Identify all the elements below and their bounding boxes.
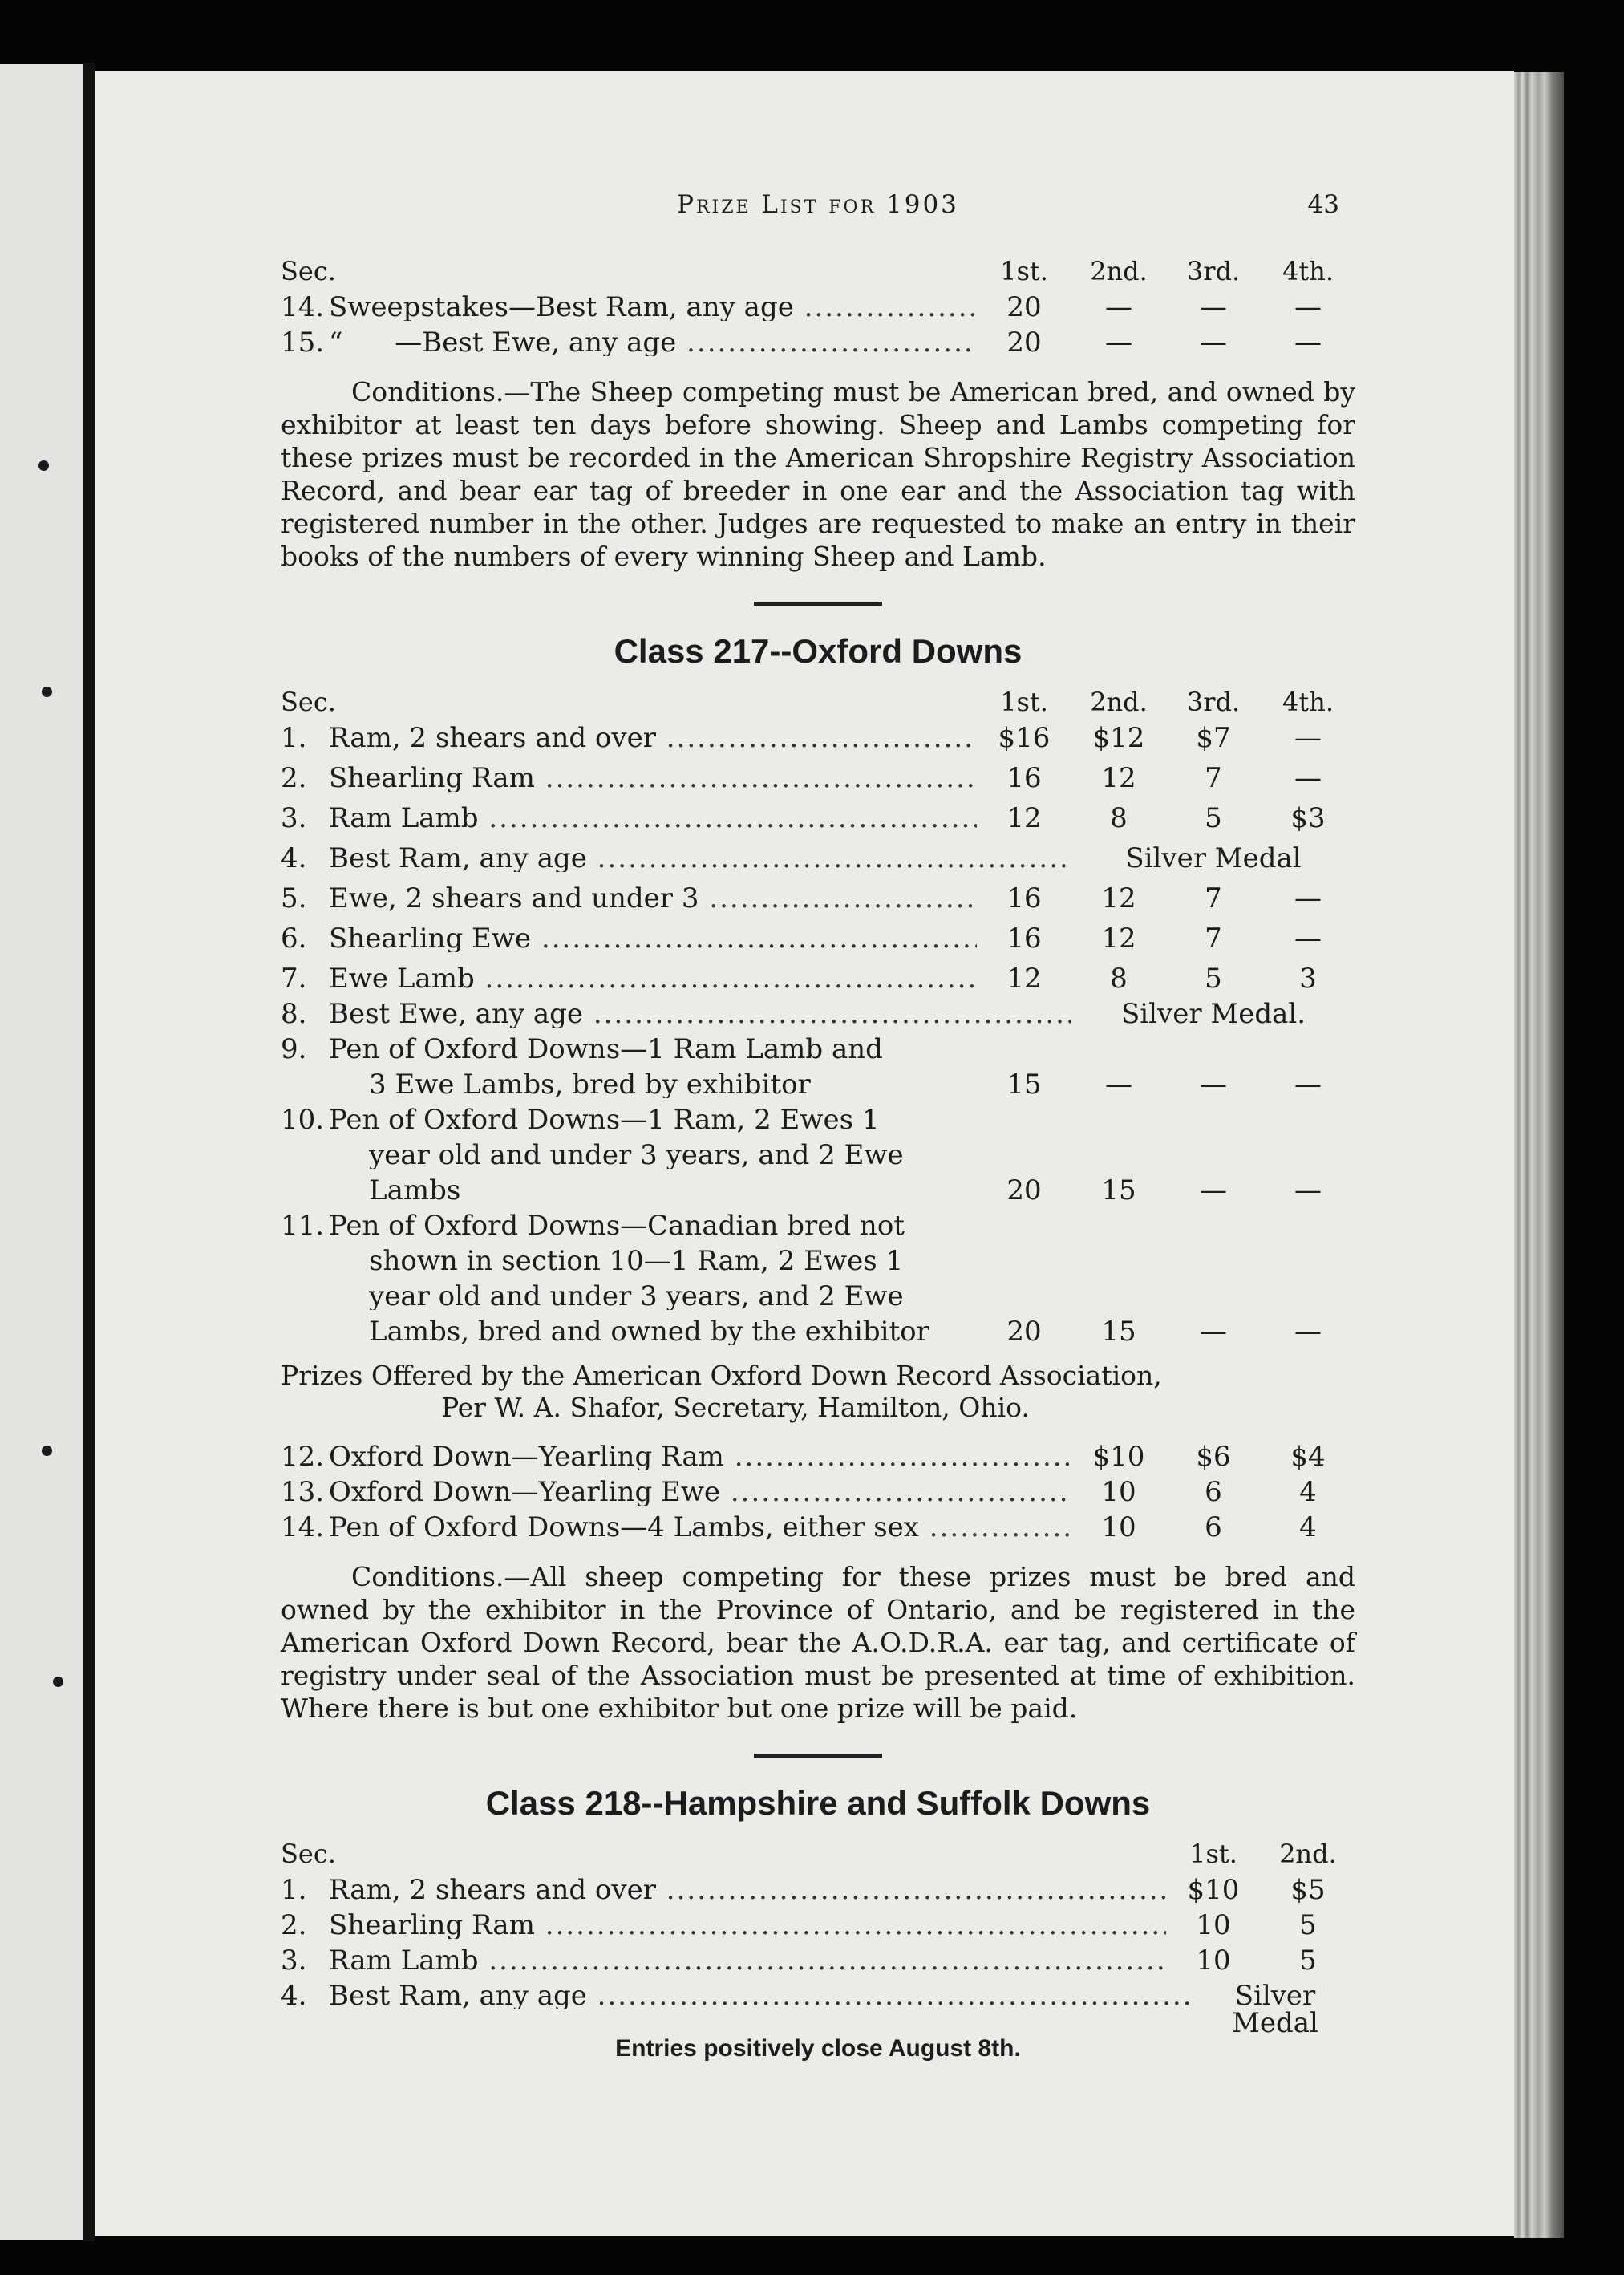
prize-2nd: 6 (1205, 1476, 1222, 1508)
table-row (281, 1980, 1355, 2039)
row-label: Oxford Down—Yearling Ewe ..... (329, 1478, 1071, 1506)
running-title: Prize List for 1903 (677, 190, 959, 219)
sec-header: Sec. (281, 689, 336, 715)
prize-4th: — (1294, 923, 1322, 955)
row-label: Pen of Oxford Downs—4 Lambs, either sex ..... (329, 1514, 1071, 1541)
prize-3rd: — (1200, 1174, 1227, 1206)
row-number: 14. (281, 291, 325, 323)
row-number: 15. (281, 326, 325, 359)
row-number: 12. (281, 1441, 325, 1473)
row-label: Pen of Oxford Downs—1 Ram, 2 Ewes 1 (329, 1106, 880, 1133)
prize-4th: — (1294, 722, 1322, 754)
table-row (281, 1909, 1355, 1947)
row-number: 11. (281, 1210, 325, 1242)
col-4th: 4th. (1282, 256, 1334, 286)
prize-3rd: 5 (1205, 963, 1222, 995)
row-label: Pen of Oxford Downs—Canadian bred not (329, 1212, 905, 1239)
row-number: 8. (281, 998, 307, 1030)
row-number: 10. (281, 1104, 325, 1136)
conditions-paragraph: Conditions.—All sheep competing for these prizes must be bred and owned by the exhibitor in the Province of Ontario, and be registered in the American Oxford Down Record, bear the A.O.D.R.A. ear tag, and certificate of registry under seal of the Association must be presented at time of exhibition. Where there is but one exhibitor but one prize will be paid. (281, 1561, 1355, 1724)
running-head (281, 185, 1355, 226)
row-number: 1. (281, 1874, 307, 1906)
prizes-note-line: Per W. A. Shafor, Secretary, Hamilton, Ohio. (441, 1392, 1030, 1423)
prize-1st: 10 (1196, 1909, 1231, 1941)
table-row (281, 965, 1355, 1000)
row-label: Lambs (369, 1177, 461, 1204)
table-row (281, 925, 1355, 965)
table-row-continued (281, 1071, 1355, 1106)
col-2nd: 2nd. (1279, 1839, 1337, 1869)
row-label: shown in section 10—1 Ram, 2 Ewes 1 (369, 1247, 904, 1275)
row-number: 1. (281, 722, 307, 754)
prize-1st: 20 (1006, 1174, 1042, 1206)
prizes-note-line: Prizes Offered by the American Oxford Down Record Association, (281, 1360, 1162, 1391)
row-label: Ram, 2 shears and over ..... (329, 724, 977, 752)
prize-2nd: $6 (1196, 1441, 1231, 1473)
prize-2nd: 12 (1101, 923, 1136, 955)
table-row (281, 1443, 1355, 1478)
row-label: Shearling Ewe ..... (329, 925, 977, 952)
prize-2nd: 5 (1299, 1944, 1317, 1977)
prize-3rd: 5 (1205, 802, 1222, 834)
binding-hole (53, 1677, 63, 1687)
row-label: Pen of Oxford Downs—1 Ram Lamb and (329, 1036, 883, 1063)
col-1st: 1st. (1189, 1839, 1237, 1869)
prize-3rd: — (1200, 291, 1227, 323)
prize-4th: — (1294, 326, 1322, 359)
row-number: 3. (281, 802, 307, 834)
row-label: Ram Lamb ..... (329, 1947, 1166, 1974)
prize-2nd: 12 (1101, 882, 1136, 914)
medal-award: Silver Medal (1125, 842, 1302, 874)
page-content (281, 185, 1355, 2061)
prize-1st: 16 (1006, 762, 1042, 794)
col-2nd: 2nd. (1090, 687, 1148, 717)
sec-header: Sec. (281, 1841, 336, 1867)
prize-2nd: 8 (1110, 963, 1128, 995)
row-number: 4. (281, 1980, 307, 2012)
col-4th: 4th. (1282, 687, 1334, 717)
table-header (281, 1841, 1355, 1876)
prize-2nd: 6 (1205, 1511, 1222, 1543)
table-row-continued (281, 1174, 1355, 1212)
row-number: 4. (281, 842, 307, 874)
medal-award: Silver Medal (1232, 1980, 1318, 2039)
row-number: 9. (281, 1033, 307, 1065)
sec-header: Sec. (281, 258, 336, 284)
row-label: Lambs, bred and owned by the exhibitor (369, 1318, 929, 1345)
table-row (281, 1212, 1355, 1247)
prize-4th: — (1294, 762, 1322, 794)
table-header (281, 689, 1355, 724)
entries-close-notice: Entries positively close August 8th. (615, 2035, 1021, 2062)
table-row-continued (281, 1247, 1355, 1283)
prize-1st: 15 (1006, 1069, 1042, 1101)
prize-4th: — (1294, 1316, 1322, 1348)
row-label: “ —Best Ewe, any age ..... (329, 329, 977, 356)
prize-1st: 12 (1006, 802, 1042, 834)
prize-2nd: 8 (1110, 802, 1128, 834)
col-1st: 1st. (1000, 256, 1048, 286)
prize-2nd: — (1105, 1069, 1132, 1101)
prize-4th: — (1294, 291, 1322, 323)
table-row (281, 291, 1355, 329)
prize-1st: 20 (1006, 1316, 1042, 1348)
prize-4th: — (1294, 1174, 1322, 1206)
row-label: Ram, 2 shears and over ..... (329, 1876, 1166, 1904)
binding-hole (42, 1446, 52, 1456)
prize-1st: 16 (1006, 882, 1042, 914)
prize-3rd: 7 (1205, 923, 1222, 955)
row-label: Ram Lamb ..... (329, 805, 977, 832)
section-divider (754, 1754, 882, 1758)
prize-3rd: $7 (1196, 722, 1231, 754)
table-row (281, 802, 1355, 845)
binding-hole (38, 460, 49, 471)
col-3rd: 3rd. (1186, 687, 1241, 717)
page-edges (1514, 72, 1564, 2238)
prize-3rd: 7 (1205, 762, 1222, 794)
prize-1st: $16 (998, 722, 1051, 754)
row-number: 13. (281, 1476, 325, 1508)
table-row (281, 326, 1355, 364)
prize-2nd: $12 (1092, 722, 1145, 754)
prize-3rd: 7 (1205, 882, 1222, 914)
prize-2nd: $5 (1290, 1874, 1326, 1906)
row-label: year old and under 3 years, and 2 Ewe (369, 1283, 904, 1310)
prize-3rd: 4 (1299, 1476, 1317, 1508)
prize-1st: 10 (1101, 1476, 1136, 1508)
row-label: Oxford Down—Yearling Ram ..... (329, 1443, 1071, 1470)
row-label: Shearling Ram ..... (329, 764, 977, 792)
row-label: Best Ram, any age ..... (329, 1982, 1195, 2009)
left-facing-page (0, 64, 83, 2240)
prize-1st: $10 (1092, 1441, 1145, 1473)
row-label: Ewe Lamb ..... (329, 965, 977, 992)
row-number: 14. (281, 1511, 325, 1543)
prize-4th: $3 (1290, 802, 1326, 834)
prize-3rd: $4 (1290, 1441, 1326, 1473)
prize-4th: — (1294, 882, 1322, 914)
table-row (281, 1944, 1355, 1982)
table-header (281, 258, 1355, 294)
table-row (281, 1511, 1355, 1549)
prize-1st: 10 (1101, 1511, 1136, 1543)
table-row-continued (281, 1283, 1355, 1318)
row-label: Best Ewe, any age ..... (329, 1000, 1071, 1028)
table-row (281, 1033, 1355, 1071)
row-label: 3 Ewe Lambs, bred by exhibitor (369, 1071, 811, 1098)
prize-4th: 3 (1299, 963, 1317, 995)
prize-1st: $10 (1187, 1874, 1240, 1906)
prize-1st: 12 (1006, 963, 1042, 995)
prize-2nd: 15 (1101, 1174, 1136, 1206)
row-label: Best Ram, any age ..... (329, 845, 1071, 872)
row-number: 5. (281, 882, 307, 914)
row-label: Sweepstakes—Best Ram, any age ..... (329, 294, 977, 321)
section-divider (754, 602, 882, 606)
table-row (281, 1478, 1355, 1514)
prize-1st: 20 (1006, 291, 1042, 323)
col-3rd: 3rd. (1186, 256, 1241, 286)
table-row (281, 1106, 1355, 1142)
table-row (281, 842, 1355, 885)
prize-2nd: — (1105, 326, 1132, 359)
class-217-title: Class 217--Oxford Downs (614, 632, 1023, 670)
conditions-paragraph: Conditions.—The Sheep competing must be American bred, and owned by exhibitor at least ten days before showing. Sheep and Lambs competing for these prizes must be recorded in the American Shropshire Registry Association Record, and bear ear tag of breeder in one ear and the Association tag with registered number in the other. Judges are requested to make an entry in their books of the numbers of every winning Sheep and Lamb. (281, 376, 1355, 572)
page-number: 43 (1307, 190, 1339, 219)
prize-1st: 10 (1196, 1944, 1231, 1977)
prize-1st: 16 (1006, 923, 1042, 955)
row-number: 7. (281, 963, 307, 995)
table-row-continued (281, 1318, 1355, 1353)
prize-3rd: — (1200, 1316, 1227, 1348)
row-number: 3. (281, 1944, 307, 1977)
medal-award: Silver Medal. (1120, 998, 1306, 1030)
prize-1st: 20 (1006, 326, 1042, 359)
prizes-offered-note (281, 1360, 1355, 1424)
table-row-continued (281, 1142, 1355, 1177)
row-label: year old and under 3 years, and 2 Ewe (369, 1142, 904, 1169)
binding-hole (42, 687, 52, 697)
prize-4th: — (1294, 1069, 1322, 1101)
col-1st: 1st. (1000, 687, 1048, 717)
table-row (281, 1876, 1355, 1912)
table-row (281, 1000, 1355, 1036)
row-number: 2. (281, 1909, 307, 1941)
prize-3rd: — (1200, 1069, 1227, 1101)
left-page-gutter (83, 63, 95, 2241)
table-row (281, 882, 1355, 925)
prize-3rd: 4 (1299, 1511, 1317, 1543)
prize-2nd: 12 (1101, 762, 1136, 794)
prize-2nd: 5 (1299, 1909, 1317, 1941)
table-row (281, 724, 1355, 764)
prize-2nd: — (1105, 291, 1132, 323)
col-2nd: 2nd. (1090, 256, 1148, 286)
prize-2nd: 15 (1101, 1316, 1136, 1348)
row-label: Shearling Ram ..... (329, 1912, 1166, 1939)
table-row (281, 764, 1355, 805)
row-number: 6. (281, 923, 307, 955)
prize-3rd: — (1200, 326, 1227, 359)
row-number: 2. (281, 762, 307, 794)
row-label: Ewe, 2 shears and under 3 ..... (329, 885, 977, 912)
class-218-title: Class 218--Hampshire and Suffolk Downs (485, 1784, 1151, 1822)
